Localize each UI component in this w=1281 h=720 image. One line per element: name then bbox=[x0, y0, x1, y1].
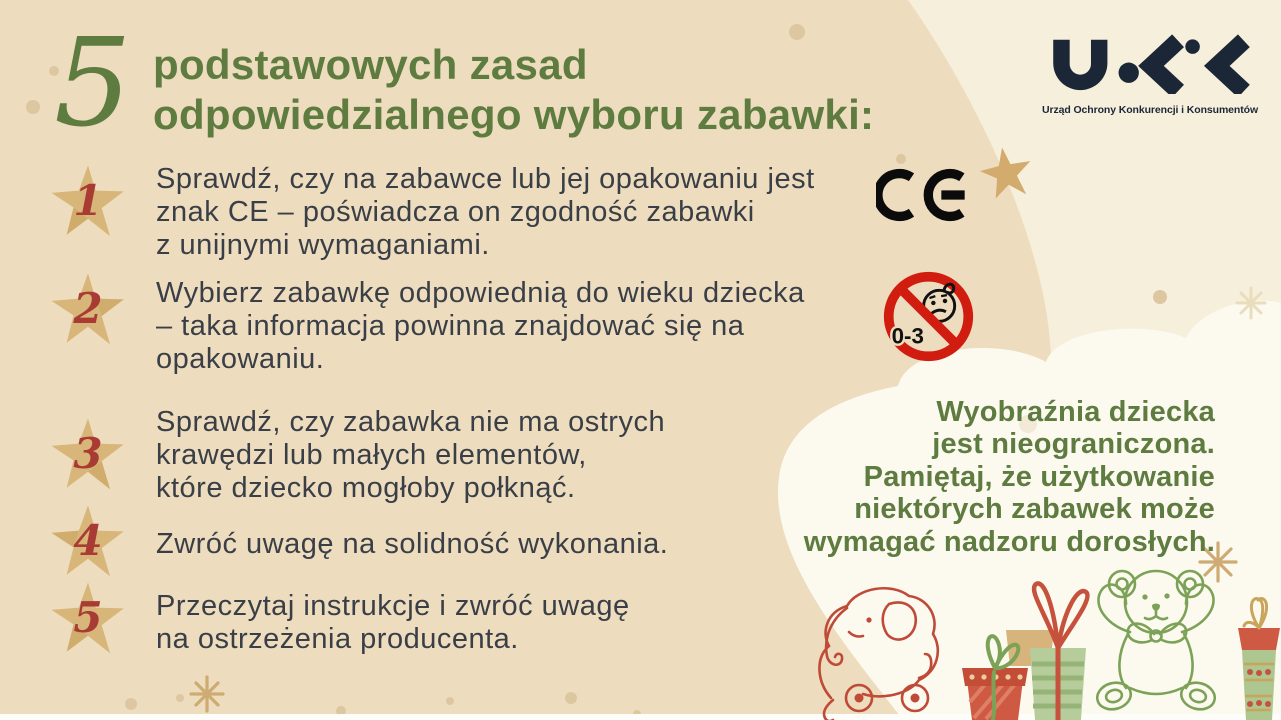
rule-number: 5 bbox=[73, 592, 103, 642]
star-number-icon bbox=[50, 163, 126, 241]
rule-number: 3 bbox=[73, 428, 103, 478]
rule-1-text: Sprawdź, czy na zabawce lub jej opakowaniu jest znak CE – poświadcza on zgodność zabawki z unijnymi wymaganiami. bbox=[156, 163, 815, 261]
age-warning-0-3-icon bbox=[880, 268, 977, 370]
star-number-icon bbox=[50, 580, 126, 658]
rule-5 bbox=[0, 590, 930, 655]
uokik-logo-mark bbox=[1044, 34, 1256, 94]
star-number-icon bbox=[50, 271, 126, 349]
sparkle-icon bbox=[191, 677, 223, 711]
sparkle-icon bbox=[1237, 288, 1265, 318]
rule-number: 2 bbox=[73, 283, 103, 333]
ce-mark-icon bbox=[876, 165, 974, 230]
rule-2-text: Wybierz zabawkę odpowiednią do wieku dziecka – taka informacja powinna znajdować się na opakowaniu. bbox=[156, 277, 805, 375]
star-number-icon bbox=[50, 503, 126, 581]
gift-box-right-illustration bbox=[1236, 588, 1281, 720]
uokik-logo bbox=[1040, 34, 1260, 116]
rule-4-text: Zwróć uwagę na solidność wykonania. bbox=[156, 528, 669, 560]
rule-number: 4 bbox=[73, 515, 103, 565]
gold-star-icon bbox=[975, 142, 1038, 209]
uokik-logo-caption: Urząd Ochrony Konkurencji i Konsumentów bbox=[1041, 104, 1259, 116]
big-number: 5 bbox=[54, 12, 132, 154]
rule-3-text: Sprawdź, czy zabawka nie ma ostrych krawędzi lub małych elementów, które dziecko mogłoby połknąć. bbox=[156, 406, 666, 504]
rule-1 bbox=[0, 163, 930, 261]
rule-5-text: Przeczytaj instrukcje i zwróć uwagę na ostrzeżenia producenta. bbox=[156, 590, 630, 655]
age-warning-label: 0-3 bbox=[891, 323, 924, 349]
elephant-toy-illustration bbox=[797, 570, 957, 720]
supervision-note: Wyobraźnia dziecka jest nieograniczona. Pamiętaj, że użytkowanie niektórych zabawek może wymagać nadzoru dorosłych. bbox=[803, 396, 1215, 558]
page-title: podstawowych zasad odpowiedzialnego wyboru zabawki: bbox=[153, 41, 875, 139]
teddy-bear-illustration bbox=[1076, 560, 1242, 720]
rule-number: 1 bbox=[73, 175, 103, 225]
star-number-icon bbox=[50, 416, 126, 494]
